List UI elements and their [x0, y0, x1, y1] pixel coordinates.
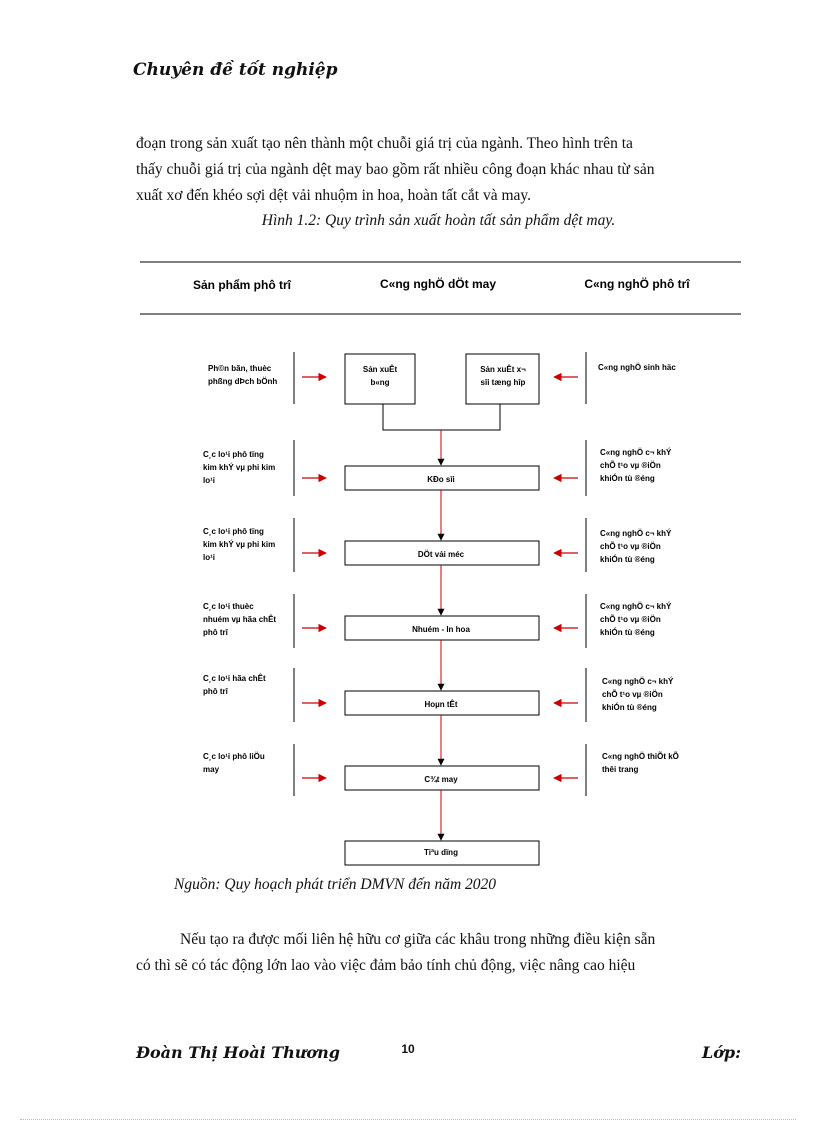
left-input-3 — [203, 518, 326, 572]
process-box-label: DÖt vải méc — [417, 550, 465, 559]
right-input-label: chÕ t¹o vµ ®iÖn — [602, 690, 663, 699]
document-header-title: Chuyên đề tốt nghiệp — [133, 60, 338, 80]
right-input-label: C«ng nghÖ c¬ khÝ — [600, 529, 672, 538]
right-input-5 — [554, 668, 674, 722]
left-input-4 — [203, 594, 326, 648]
column-header-right: C«ng nghÖ phô trî — [584, 277, 690, 291]
paragraph-line: Nếu tạo ra được mối liên hệ hữu cơ giữa các khâu trong những điều kiện sẵn — [180, 931, 656, 948]
column-header-left: Sản phẩm phô trî — [192, 278, 292, 292]
process-box-label: KÐo sîi — [427, 475, 455, 484]
right-input-label: C«ng nghÖ c¬ khÝ — [600, 448, 672, 457]
right-input-1 — [554, 352, 676, 404]
left-input-label: Ph©n bãn, thuèc — [208, 364, 272, 373]
right-input-label: khiÓn tù ®éng — [600, 628, 655, 637]
right-input-label: thêi trang — [602, 765, 639, 774]
process-box-label: Tiªu dïng — [424, 848, 458, 857]
column-header-center: C«ng nghÖ dÖt may — [379, 277, 497, 291]
left-input-label: kim khÝ vµ phi kim — [203, 540, 276, 549]
left-input-label: lo¹i — [203, 476, 215, 485]
left-input-label: nhuém vµ hãa chÊt — [203, 615, 277, 624]
left-input-label: kim khÝ vµ phi kim — [203, 463, 276, 472]
paragraph-line: có thì sẽ có tác động lớn lao vào việc đảm bảo tính chủ động, việc nâng cao hiệu — [136, 957, 636, 974]
box-label-line: sîi tæng hîp — [480, 378, 526, 387]
left-input-label: C¸c lo¹i thuèc — [203, 602, 254, 611]
process-box-label: Nhuém - In hoa — [412, 625, 470, 634]
figure-caption: Hình 1.2: Quy trình sản xuất hoàn tất sản phẩm dệt may. — [261, 212, 616, 229]
box-label-line: Sản xuÊt — [362, 365, 398, 374]
paragraph-line: đoạn trong sản xuất tạo nên thành một chuỗi giá trị của ngành. Theo hình trên ta — [136, 135, 633, 152]
right-input-label: chÕ t¹o vµ ®iÖn — [600, 461, 661, 470]
right-input-label: chÕ t¹o vµ ®iÖn — [600, 542, 661, 551]
right-input-label: khiÓn tù ®éng — [602, 703, 657, 712]
right-input-label: C«ng nghÖ sinh häc — [598, 363, 676, 372]
right-input-label: chÕ t¹o vµ ®iÖn — [600, 615, 661, 624]
right-input-3 — [554, 518, 672, 572]
left-input-label: C¸c lo¹i phô liÖu — [203, 752, 265, 761]
right-input-2 — [554, 440, 672, 496]
page-edge-divider — [20, 1119, 796, 1120]
paragraph-line: thấy chuỗi giá trị của ngành dệt may bao gồm rất nhiều công đoạn khác nhau từ sản — [136, 161, 655, 178]
process-box-label: C¾t may — [424, 775, 458, 784]
process-box-label: Hoµn tÊt — [424, 700, 458, 709]
left-input-label: lo¹i — [203, 553, 215, 562]
left-input-label: C¸c lo¹i hãa chÊt — [203, 674, 266, 683]
left-input-label: phô trî — [203, 687, 228, 696]
right-input-label: C«ng nghÖ thiÕt kÕ — [602, 752, 679, 761]
left-input-label: may — [203, 765, 220, 774]
paragraph-line: xuất xơ đến khéo sợi dệt vải nhuộm in hoa, hoàn tất cắt và may. — [136, 187, 532, 204]
left-input-1 — [208, 352, 326, 404]
right-input-label: C«ng nghÖ c¬ khÝ — [602, 677, 674, 686]
right-input-label: khiÓn tù ®éng — [600, 474, 655, 483]
left-input-6 — [203, 744, 326, 796]
right-input-6 — [554, 744, 679, 796]
paragraph-2 — [136, 927, 741, 979]
left-input-label: phßng dÞch bÖnh — [208, 377, 278, 386]
left-input-label: C¸c lo¹i phô tïng — [203, 450, 264, 459]
left-input-label: phô trî — [203, 628, 228, 637]
right-input-4 — [554, 594, 672, 648]
left-input-5 — [203, 668, 326, 722]
merge-connector — [383, 404, 500, 430]
left-input-label: C¸c lo¹i phô tïng — [203, 527, 264, 536]
left-input-2 — [203, 440, 326, 496]
box-label-line: Sản xuÊt x¬ — [480, 365, 526, 374]
right-input-label: C«ng nghÖ c¬ khÝ — [600, 602, 672, 611]
figure-source: Nguồn: Quy hoạch phát triển DMVN đến năm 2020 — [174, 876, 497, 893]
page-number: 10 — [401, 1042, 415, 1056]
footer-author: Đoàn Thị Hoài Thương — [136, 1043, 340, 1062]
box-label-line: b«ng — [370, 378, 390, 387]
right-input-label: khiÓn tù ®éng — [600, 555, 655, 564]
footer-class-label: Lớp: — [702, 1043, 742, 1062]
